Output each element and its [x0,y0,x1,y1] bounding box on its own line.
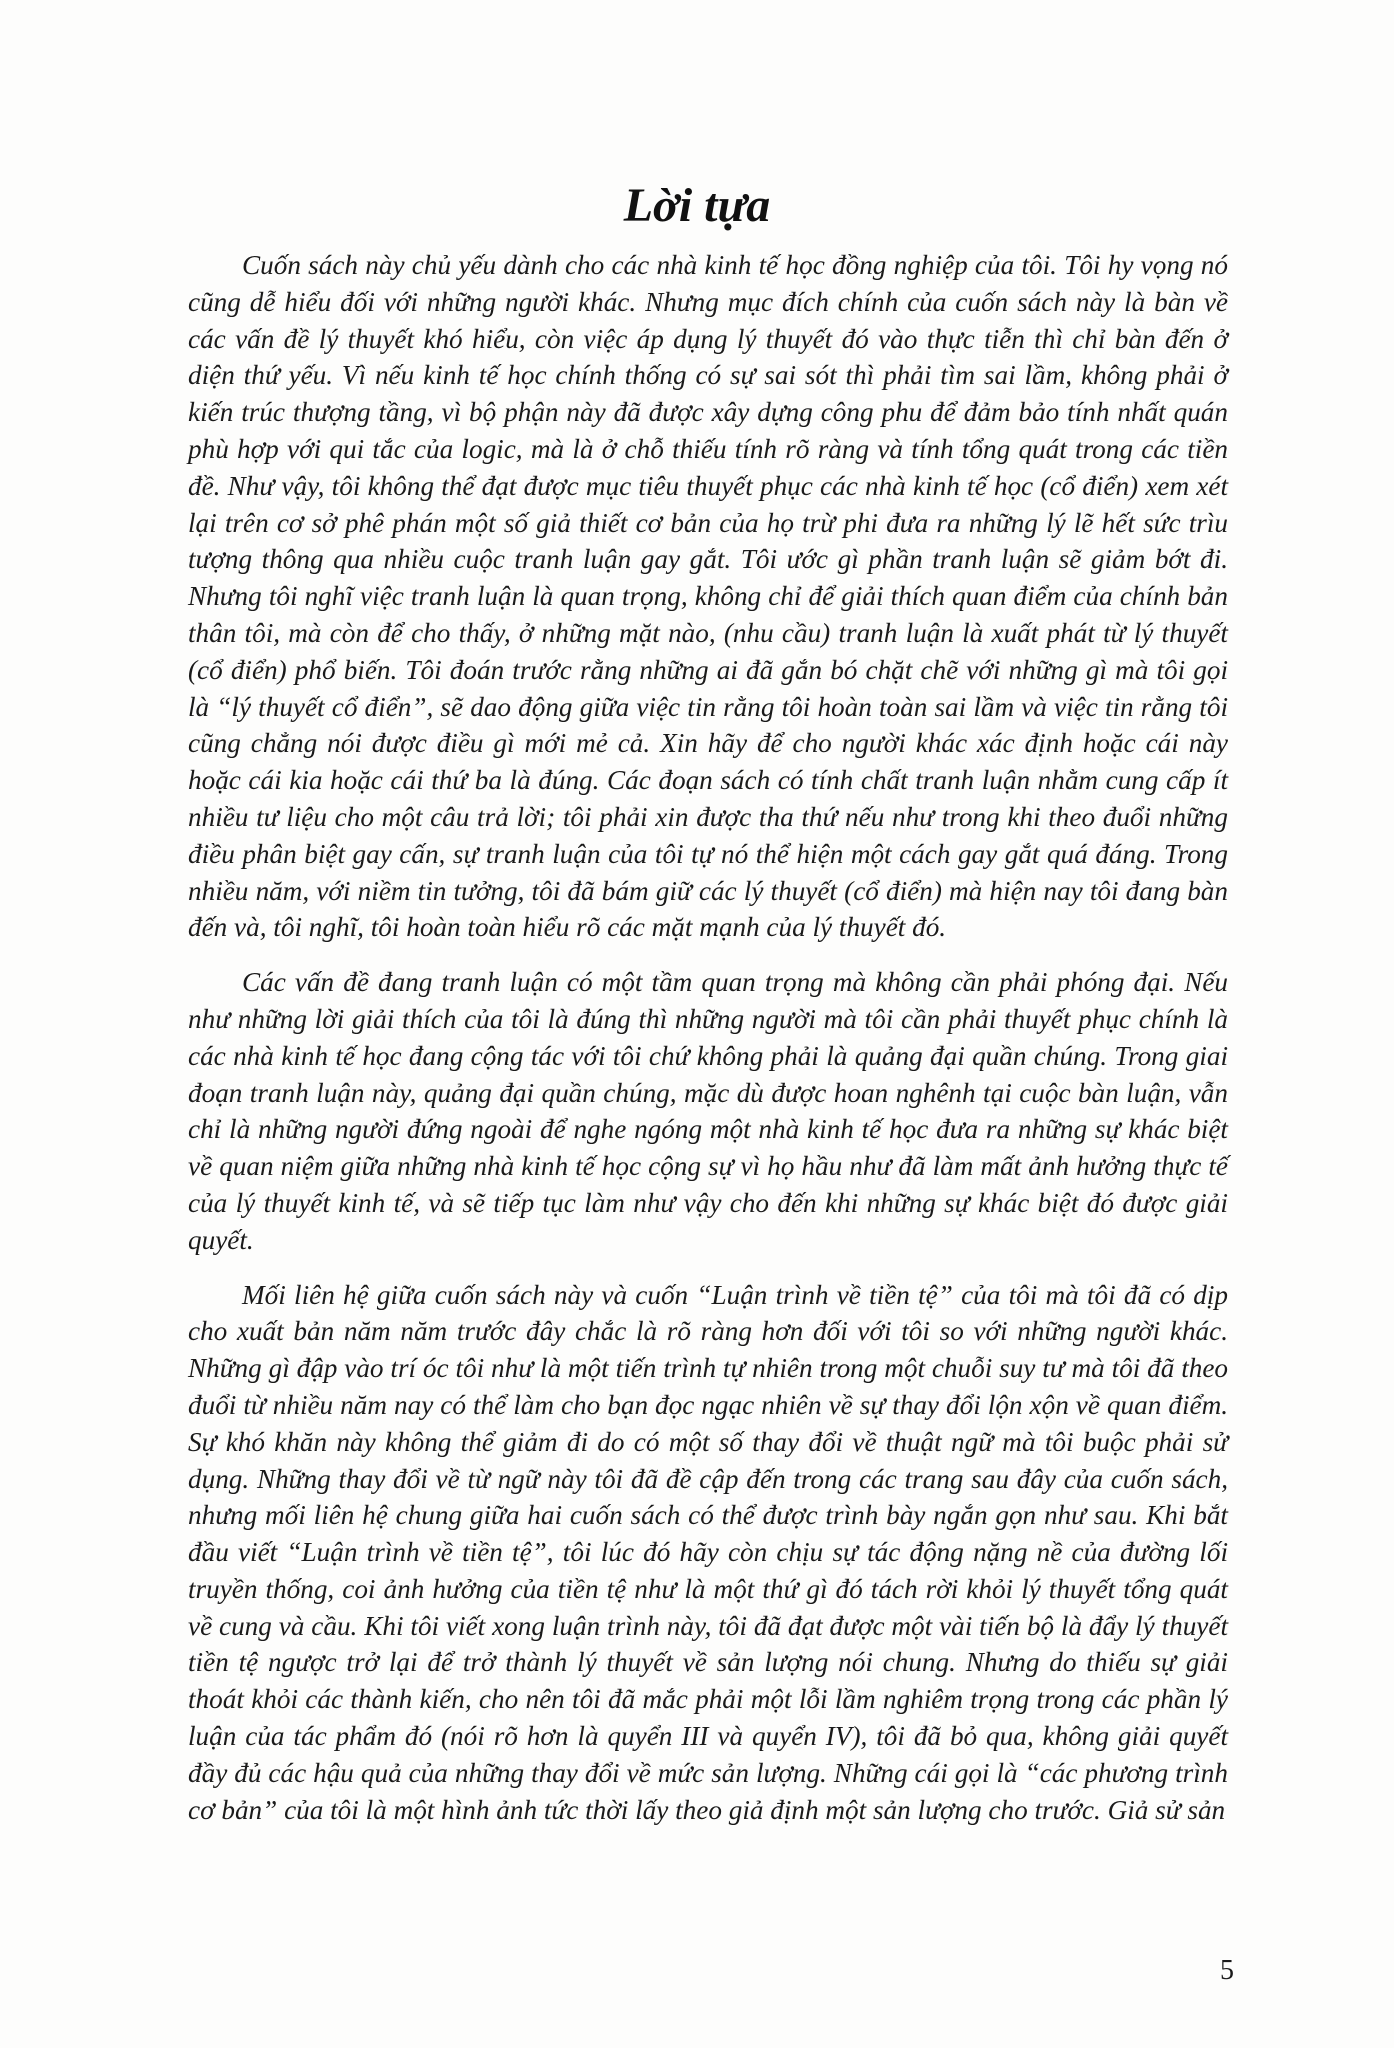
paragraph: Cuốn sách này chủ yếu dành cho các nhà kinh tế học đồng nghiệp của tôi. Tôi hy vọng nó cũng dễ hiểu đối với những người khác. Nhưng mục đích chính của cuốn sách này là bàn về các vấn đề lý thuyết khó hiểu, còn việc áp dụng lý thuyết đó vào thực tiễn thì chỉ bàn đến ở diện thứ yếu. Vì nếu kinh tế học chính thống có sự sai sót thì phải tìm sai lầm, không phải ở kiến trúc thượng tầng, vì bộ phận này đã được xây dựng công phu để đảm bảo tính nhất quán phù hợp với qui tắc của logic, mà là ở chỗ thiếu tính rõ ràng và tính tổng quát trong các tiền đề. Như vậy, tôi không thể đạt được mục tiêu thuyết phục các nhà kinh tế học (cổ điển) xem xét lại trên cơ sở phê phán một số giả thiết cơ bản của họ trừ phi đưa ra những lý lẽ hết sức trìu tượng thông qua nhiều cuộc tranh luận gay gắt. Tôi ước gì phần tranh luận sẽ giảm bớt đi. Nhưng tôi nghĩ việc tranh luận là quan trọng, không chỉ để giải thích quan điểm của chính bản thân tôi, mà còn để cho thấy, ở những mặt nào, (nhu cầu) tranh luận là xuất phát từ lý thuyết (cổ điển) phổ biến. Tôi đoán trước rằng những ai đã gắn bó chặt chẽ với những gì mà tôi gọi là “lý thuyết cổ điển”, sẽ dao động giữa việc tin rằng tôi hoàn toàn sai lầm và việc tin rằng tôi cũng chẳng nói được điều gì mới mẻ cả. Xin hãy để cho người khác xác định hoặc cái này hoặc cái kia hoặc cái thứ ba là đúng. Các đoạn sách có tính chất tranh luận nhằm cung cấp ít nhiều tư liệu cho một câu trả lời; tôi phải xin được tha thứ nếu như trong khi theo đuổi những điều phân biệt gay cấn, sự tranh luận của tôi tự nó thể hiện một cách gay gắt quá đáng. Trong nhiều năm, với niềm tin tưởng, tôi đã bám giữ các lý thuyết (cổ điển) mà hiện nay tôi đang bàn đến và, tôi nghĩ, tôi hoàn toàn hiểu rõ các mặt mạnh của lý thuyết đó. [188,250,1228,943]
paragraph: Mối liên hệ giữa cuốn sách này và cuốn “Luận trình về tiền tệ” của tôi mà tôi đã có dịp cho xuất bản năm năm trước đây chắc là rõ ràng hơn đối với tôi so với những người khác. Những gì đập vào trí óc tôi như là một tiến trình tự nhiên trong một chuỗi suy tư mà tôi đã theo đuổi từ nhiều năm nay có thể làm cho bạn đọc ngạc nhiên về sự thay đổi lộn xộn về quan điểm. Sự khó khăn này không thể giảm đi do có một số thay đổi về thuật ngữ mà tôi buộc phải sử dụng. Những thay đổi về từ ngữ này tôi đã đề cập đến trong các trang sau đây của cuốn sách, nhưng mối liên hệ chung giữa hai cuốn sách có thể được trình bày ngắn gọn như sau. Khi bắt đầu viết “Luận trình về tiền tệ”, tôi lúc đó hãy còn chịu sự tác động nặng nề của đường lối truyền thống, coi ảnh hưởng của tiền tệ như là một thứ gì đó tách rời khỏi lý thuyết tổng quát về cung và cầu. Khi tôi viết xong luận trình này, tôi đã đạt được một vài tiến bộ là đẩy lý thuyết tiền tệ ngược trở lại để trở thành lý thuyết về sản lượng nói chung. Nhưng do thiếu sự giải thoát khỏi các thành kiến, cho nên tôi đã mắc phải một lỗi lầm nghiêm trọng trong các phần lý luận của tác phẩm đó (nói rõ hơn là quyển III và quyển IV), tôi đã bỏ qua, không giải quyết đầy đủ các hậu quả của những thay đổi về mức sản lượng. Những cái gọi là “các phương trình cơ bản” của tôi là một hình ảnh tức thời lấy theo giả định một sản lượng cho trước. Giả sử sản [188,1279,1228,1825]
body-text [188,247,1228,1828]
paragraph: Các vấn đề đang tranh luận có một tầm quan trọng mà không cần phải phóng đại. Nếu như những lời giải thích của tôi là đúng thì những người mà tôi cần phải thuyết phục chính là các nhà kinh tế học đang cộng tác với tôi chứ không phải là quảng đại quần chúng. Trong giai đoạn tranh luận này, quảng đại quần chúng, mặc dù được hoan nghênh tại cuộc bàn luận, vẫn chỉ là những người đứng ngoài để nghe ngóng một nhà kinh tế học đưa ra những sự khác biệt về quan niệm giữa những nhà kinh tế học cộng sự vì họ hầu như đã làm mất ảnh hưởng thực tế của lý thuyết kinh tế, và sẽ tiếp tục làm như vậy cho đến khi những sự khác biệt đó được giải quyết. [188,967,1228,1255]
page-number: 5 [1220,1955,1234,1986]
page-title: Lời tựa [623,179,771,232]
